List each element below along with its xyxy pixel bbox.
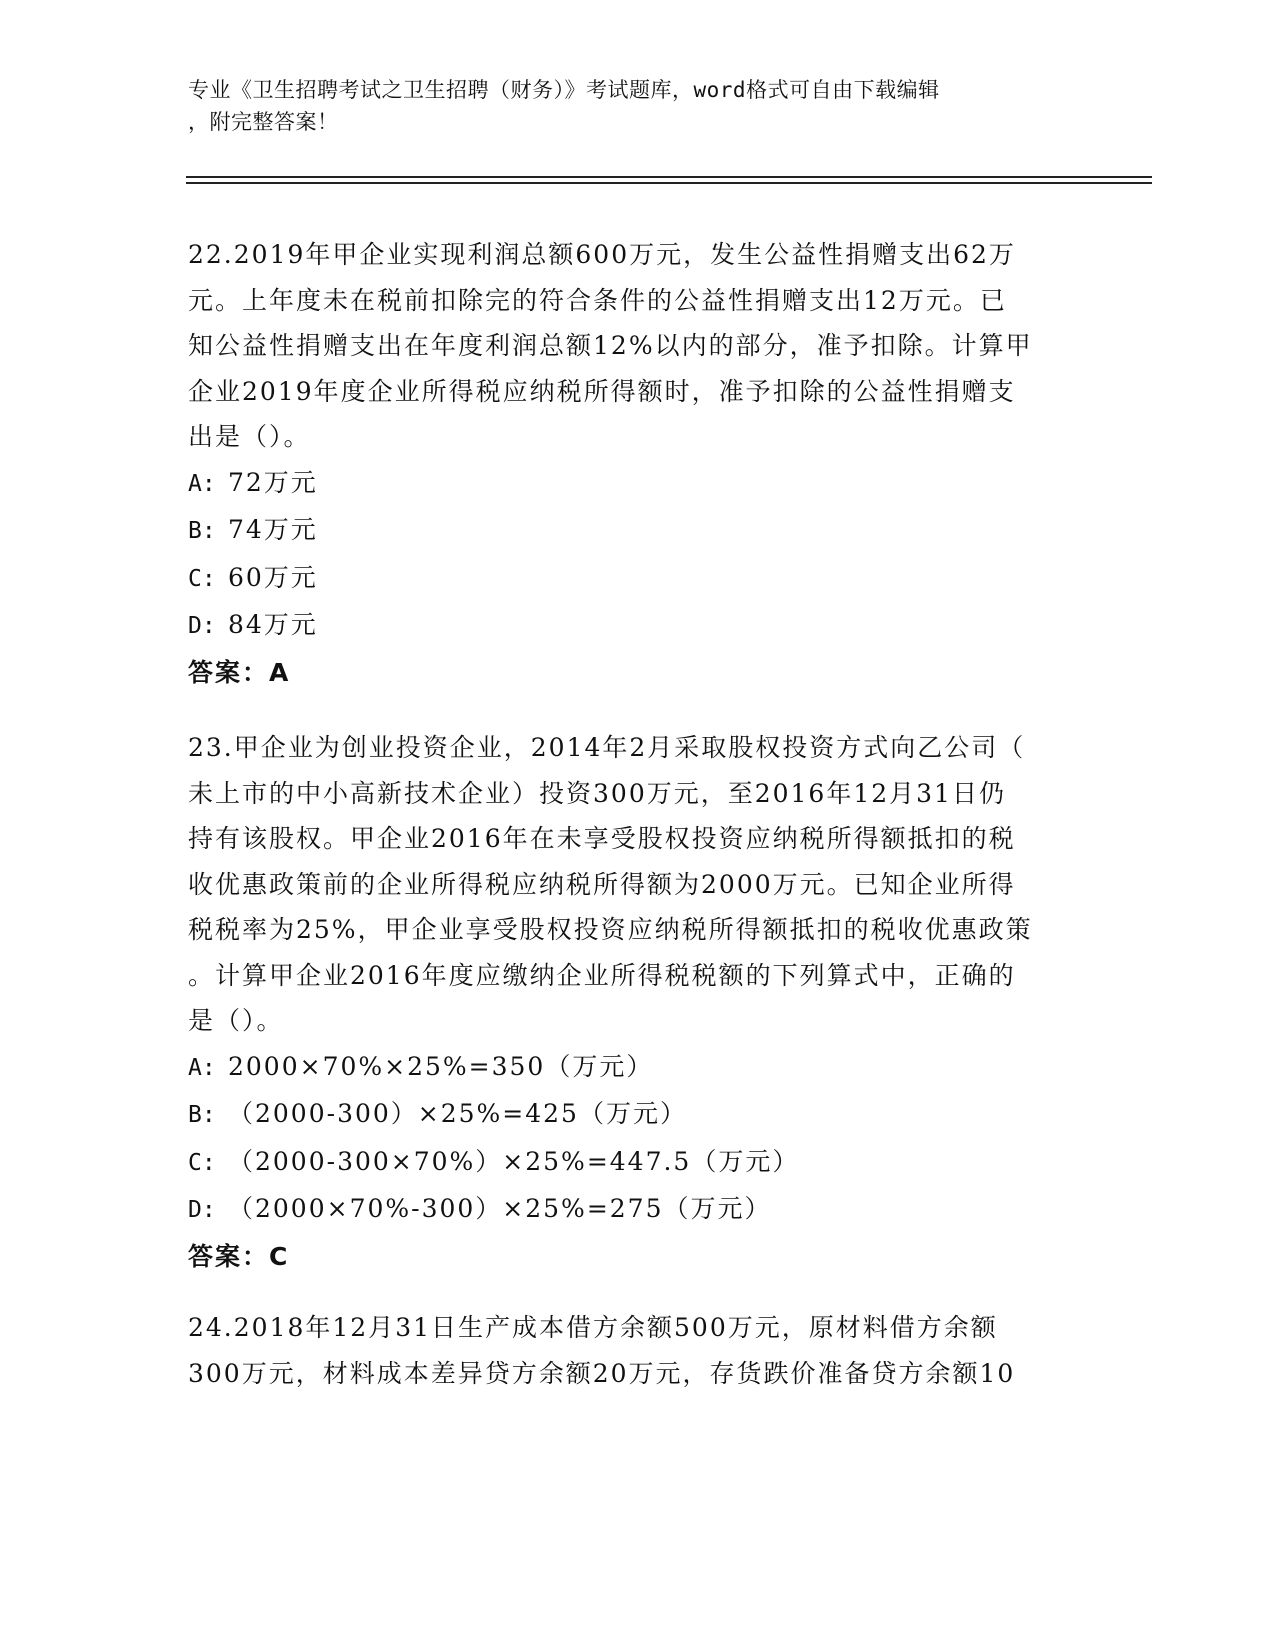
stem-line: 出是（）。 <box>188 422 311 451</box>
header-line-2: ，附完整答案！ <box>188 110 339 134</box>
question-24 <box>188 1305 1080 1396</box>
option-letter: C: <box>188 1149 216 1176</box>
stem-line: 持有该股权。甲企业2016年在未享受股权投资应纳税所得额抵扣的税 <box>188 824 1016 853</box>
option-text: 74万元 <box>228 515 318 544</box>
option-text: 60万元 <box>228 562 318 592</box>
stem-line: 未上市的中小高新技术企业）投资300万元，至2016年12月31日仍 <box>188 778 1006 808</box>
option-letter: C: <box>188 565 216 592</box>
stem-line: 。计算甲企业2016年度应缴纳企业所得税税额的下列算式中，正确的 <box>188 960 1016 990</box>
option-b <box>188 507 1080 555</box>
option-list <box>188 1044 1080 1234</box>
answer-line: 答案：A <box>188 657 291 687</box>
option-letter: D: <box>188 1197 216 1223</box>
header-line-1: 专业《卫生招聘考试之卫生招聘（财务）》考试题库，word格式可自由下载编辑 <box>188 78 940 102</box>
question-stem <box>188 725 1080 1044</box>
question-23 <box>188 725 1080 1279</box>
option-letter: A: <box>188 470 216 497</box>
stem-line: 300万元，材料成本差异贷方余额20万元，存货跌价准备贷方余额10 <box>188 1358 1016 1388</box>
option-letter: B: <box>188 1102 216 1128</box>
option-text: （2000×70%-300）×25%=275（万元） <box>228 1194 772 1223</box>
stem-line: 22.2019年甲企业实现利润总额600万元，发生公益性捐赠支出62万 <box>188 240 1016 269</box>
question-22 <box>188 232 1080 695</box>
option-c <box>188 555 1080 603</box>
stem-line: 元。上年度未在税前扣除完的符合条件的公益性捐赠支出12万元。已 <box>188 285 1007 315</box>
option-letter: D: <box>188 613 216 639</box>
stem-line: 23.甲企业为创业投资企业，2014年2月采取股权投资方式向乙公司（ <box>188 733 1026 762</box>
option-a <box>188 460 1080 508</box>
stem-line: 知公益性捐赠支出在年度利润总额12%以内的部分，准予扣除。计算甲 <box>188 331 1033 360</box>
option-c <box>188 1139 1080 1187</box>
stem-line: 24.2018年12月31日生产成本借方余额500万元，原材料借方余额 <box>188 1313 998 1342</box>
question-stem <box>188 1305 1080 1396</box>
stem-line: 企业2019年度企业所得税应纳税所得额时，准予扣除的公益性捐赠支 <box>188 376 1016 406</box>
option-a <box>188 1044 1080 1092</box>
option-letter: B: <box>188 518 216 544</box>
option-text: 72万元 <box>228 467 318 497</box>
question-stem <box>188 232 1080 460</box>
option-text: （2000-300）×25%=425（万元） <box>228 1099 687 1128</box>
option-text: （2000-300×70%）×25%=447.5（万元） <box>228 1146 800 1176</box>
stem-line: 收优惠政策前的企业所得税应纳税所得额为2000万元。已知企业所得 <box>188 869 1016 899</box>
stem-line: 是（）。 <box>188 1006 284 1035</box>
option-text: 2000×70%×25%=350（万元） <box>228 1051 654 1081</box>
option-b <box>188 1091 1080 1139</box>
option-list <box>188 460 1080 650</box>
option-text: 84万元 <box>228 610 318 639</box>
option-letter: A: <box>188 1054 216 1081</box>
document-header <box>188 74 1088 138</box>
option-d <box>188 1186 1080 1234</box>
answer-line: 答案：C <box>188 1241 290 1271</box>
header-divider-bottom <box>186 182 1152 184</box>
header-divider-top <box>186 176 1152 178</box>
option-d <box>188 602 1080 650</box>
stem-line: 税税率为25%，甲企业享受股权投资应纳税所得额抵扣的税收优惠政策 <box>188 915 1033 944</box>
